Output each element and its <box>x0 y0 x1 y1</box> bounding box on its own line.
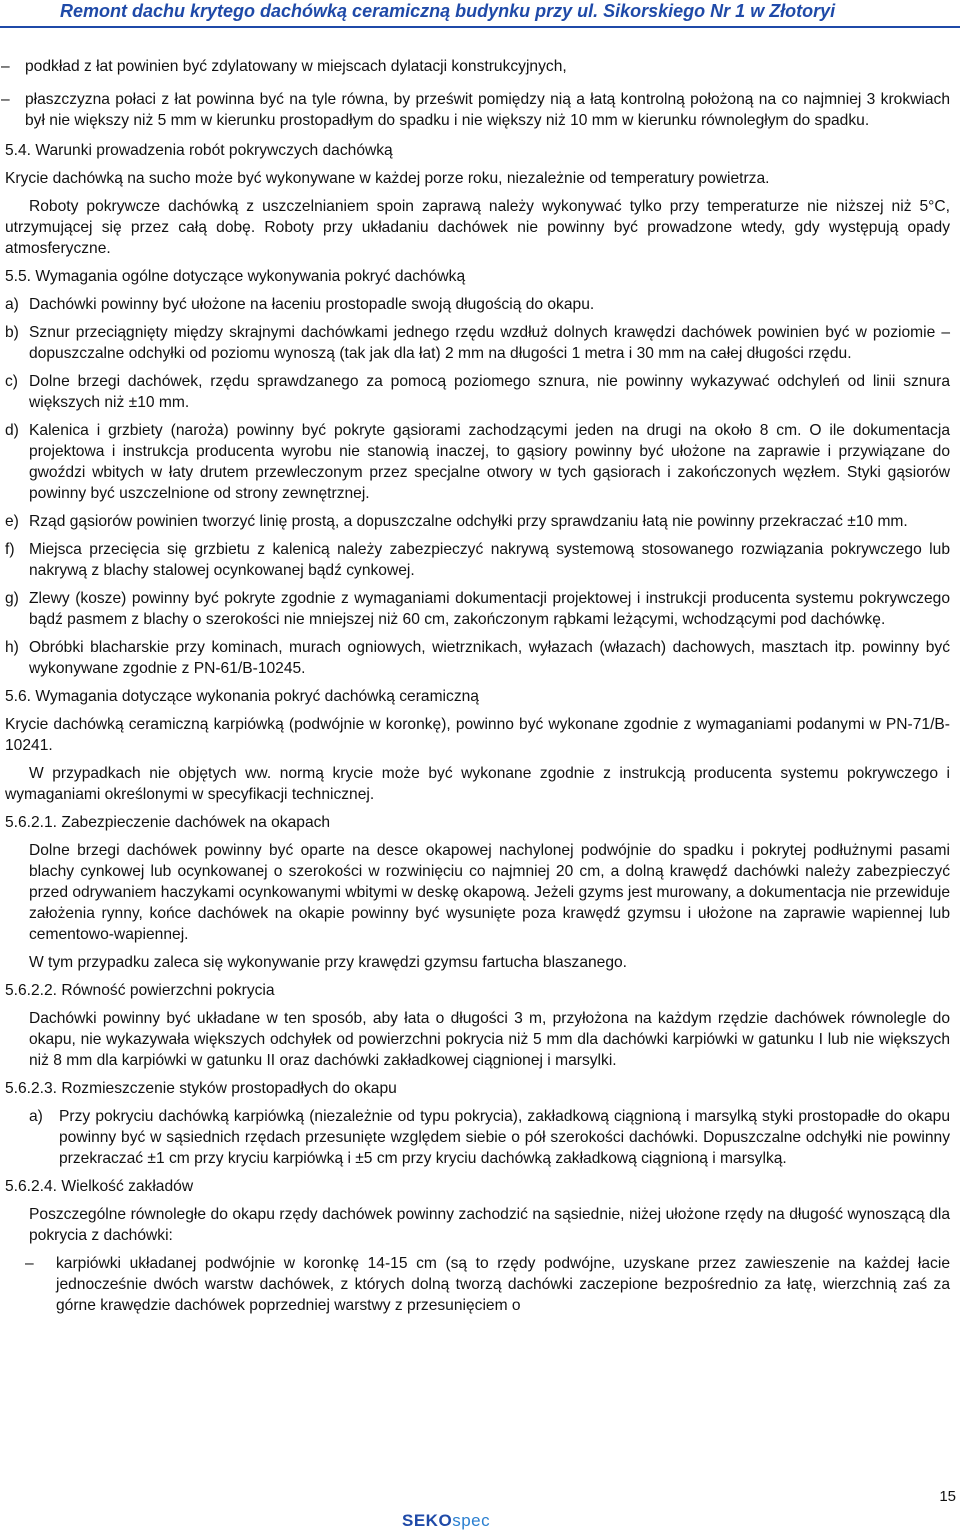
paragraph: W tym przypadku zaleca się wykonywanie przy krawędzi gzymsu fartucha blaszanego. <box>29 954 628 971</box>
list-item-text: Sznur przeciągnięty między skrajnymi dachówkami jednego rzędu wzdłuż dolnych krawędzi dachówek powinien być w poziomie – dopuszczalne odchyłki od poziomu wynoszą (tak jak dla łat) 2 mm na długości 1 metra i 30 mm na całej długości rzędu. <box>29 324 950 362</box>
section-heading-5-6-2-3: 5.6.2.3. Rozmieszczenie styków prostopadłych do okapu <box>5 1080 397 1097</box>
list-item-text: Dolne brzegi dachówek, rzędu sprawdzanego za pomocą poziomego sznura, nie powinny wykazywać odchyleń od linii sznura większych niż ±10 mm. <box>29 373 950 411</box>
company-logo <box>402 1511 490 1531</box>
list-item <box>5 1106 950 1169</box>
list-item <box>1 89 950 131</box>
list-marker: a) <box>29 1108 43 1125</box>
list-marker: e) <box>5 513 19 530</box>
dash-bullet: – <box>25 1255 34 1272</box>
list-item <box>5 539 950 581</box>
paragraph: Krycie dachówką na sucho może być wykonywane w każdej porze roku, niezależnie od temperatury powietrza. <box>5 170 770 187</box>
section-heading-5-5: 5.5. Wymagania ogólne dotyczące wykonywania pokryć dachówką <box>5 268 466 285</box>
list-item <box>5 322 950 364</box>
dash-bullet: – <box>1 58 10 75</box>
page-number: 15 <box>939 1488 956 1505</box>
list-marker: a) <box>5 296 19 313</box>
list-item <box>5 511 950 532</box>
paragraph: Poszczególne równoległe do okapu rzędy dachówek powinny zachodzić na sąsiednie, niżej ułożone rzędy na długość wynoszącą dla pokrycia z dachówki: <box>29 1206 950 1244</box>
page-header <box>0 0 960 28</box>
dash-bullet: – <box>1 91 10 108</box>
list-item-text: Przy pokryciu dachówką karpiówką (niezależnie od typu pokrycia), zakładkową ciągnioną i marsylką styki prostopadłe do okapu powinny być w sąsiednich rzędach przesunięte względem siebie o pół szerokości dachówki. Dopuszczalne odchyłki nie powinny przekraczać ±1 cm przy kryciu karpiówką i ±5 cm przy kryciu dachówką zakładkową ciągnioną i marsylką. <box>59 1108 950 1167</box>
list-marker: b) <box>5 324 19 341</box>
list-item <box>5 637 950 679</box>
list-marker: h) <box>5 639 19 656</box>
section-heading-5-6-2-1: 5.6.2.1. Zabezpieczenie dachówek na okapach <box>5 814 331 831</box>
list-item-text: płaszczyzna połaci z łat powinna być na tyle równa, by prześwit pomiędzy nią a łatą kontrolną położoną na co najmniej 3 krokwiach był nie większy niż 5 mm w kierunku prostopadłym do spadku i nie większy niż 10 mm w kierunku równoległym do spadku. <box>25 91 950 129</box>
list-item <box>1 56 950 77</box>
list-marker: g) <box>5 590 19 607</box>
list-item-text: Zlewy (kosze) powinny być pokryte zgodnie z wymaganiami dokumentacji projektowej i instrukcji producenta systemu pokrywczego bądź pasmem z blachy o szerokości nie mniejszej niż 60 cm, zakończonym rąbkami leżącymi, wchodzącymi pod dachówkę. <box>29 590 950 628</box>
list-marker: d) <box>5 422 19 439</box>
list-marker: f) <box>5 541 15 558</box>
document-title: Remont dachu krytego dachówką ceramiczną budynku przy ul. Sikorskiego Nr 1 w Złotoryi <box>60 1 836 21</box>
section-heading-5-6: 5.6. Wymagania dotyczące wykonania pokryć dachówką ceramiczną <box>5 688 479 705</box>
list-marker: c) <box>5 373 18 390</box>
list-item-text: Miejsca przecięcia się grzbietu z kalenicą należy zabezpieczyć nakrywą systemową stosowanego rozwiązania pokrywczego lub nakrywą z blachy stalowej ocynkowanej bądź cynkowej. <box>29 541 950 579</box>
paragraph: Krycie dachówką ceramiczną karpiówką (podwójnie w koronkę), powinno być wykonane zgodnie z wymaganiami podanymi w PN-71/B-10241. <box>5 716 950 754</box>
paragraph: Dolne brzegi dachówek powinny być oparte na desce okapowej nachylonej podwójnie do spadku i pokrytej podłużnymi pasami blachy cynkowej lub ocynkowanej o szerokości w rozwinięciu co najmniej 20 cm, a dolną krawędź dachówki należy zabezpieczyć przed odrywaniem haczykami ocynkowanymi wbitymi w deskę okapową. Jeżeli gzyms jest murowany, a dokumentacja nie przewiduje założenia rynny, końce dachówek na okapie powinny być wysunięte poza krawędź gzymsu i ułożone na zaprawie wapiennej lub cementowo-wapiennej. <box>29 842 950 943</box>
section-heading-5-6-2-4: 5.6.2.4. Wielkość zakładów <box>5 1178 194 1195</box>
list-item <box>5 371 950 413</box>
paragraph: Roboty pokrywcze dachówką z uszczelnianiem spoin zaprawą należy wykonywać tylko przy temperaturze nie niższej niż 5°C, utrzymującej się przez całą dobę. Roboty przy układaniu dachówek nie powinny być prowadzone wtedy, gdy występują opady atmosferyczne. <box>5 198 950 257</box>
list-item-text: podkład z łat powinien być zdylatowany w miejscach dylatacji konstrukcyjnych, <box>25 58 567 75</box>
list-item <box>5 420 950 504</box>
section-heading-5-6-2-2: 5.6.2.2. Równość powierzchni pokrycia <box>5 982 275 999</box>
logo-text-part1: SEKO <box>402 1511 453 1530</box>
list-item <box>5 1253 950 1316</box>
paragraph: Dachówki powinny być układane w ten sposób, aby łata o długości 3 m, przyłożona na każdym rzędzie dachówek równolegle do okapu, nie wykazywała większych odchyłek od powierzchni pokrycia niż 5 mm dla dachówki karpiówki w gatunku I lub nie większych niż 8 mm dla karpiówki w gatunku II oraz dachówki zakładkowej ciągnionej i marsylki. <box>29 1010 950 1069</box>
list-item-text: Obróbki blacharskie przy kominach, murach ogniowych, wietrznikach, wyłazach (włazach) dachowych, masztach itp. powinny być wykonywane zgodnie z PN-61/B-10245. <box>29 639 950 677</box>
list-item <box>5 294 950 315</box>
section-heading-5-4: 5.4. Warunki prowadzenia robót pokrywczych dachówką <box>5 142 393 159</box>
list-item-text: Kalenica i grzbiety (naroża) powinny być pokryte gąsiorami zachodzącymi jeden na drugi na około 8 cm. O ile dokumentacja projektowa i instrukcja producenta wyrobu nie stanowią inaczej, to gąsiory powinny być ułożone na zaprawie i przywiązane do gwoździ wbitych w łaty drutem przewleczonym przez specjalne otwory w tych gąsiorach i zakończonych węzłem. Styki gąsiorów powinny być uszczelnione od strony zewnętrznej. <box>29 422 950 502</box>
list-item-text: Rząd gąsiorów powinien tworzyć linię prostą, a dopuszczalne odchyłki przy sprawdzaniu łatą nie powinny przekraczać ±10 mm. <box>29 513 908 530</box>
paragraph: W przypadkach nie objętych ww. normą krycie może być wykonane zgodnie z instrukcją producenta systemu pokrywczego i wymaganiami określonymi w specyfikacji technicznej. <box>5 765 950 803</box>
list-item <box>5 588 950 630</box>
list-item-text: Dachówki powinny być ułożone na łaceniu prostopadle swoją długością do okapu. <box>29 296 595 313</box>
logo-text-part2: spec <box>452 1511 491 1530</box>
document-body <box>1 56 950 1328</box>
list-item-text: karpiówki układanej podwójnie w koronkę 14-15 cm (są to rzędy podwójne, uzyskane przez zawieszenie na każdej łacie jednocześnie dwóch warstw dachówek, z których dolną tworzą dachówki zaczepione bezpośrednio za łatę, wierzchnią zaś za górne krawędzie dachówek poprzedniej warstwy z przesunięciem o <box>56 1255 950 1314</box>
